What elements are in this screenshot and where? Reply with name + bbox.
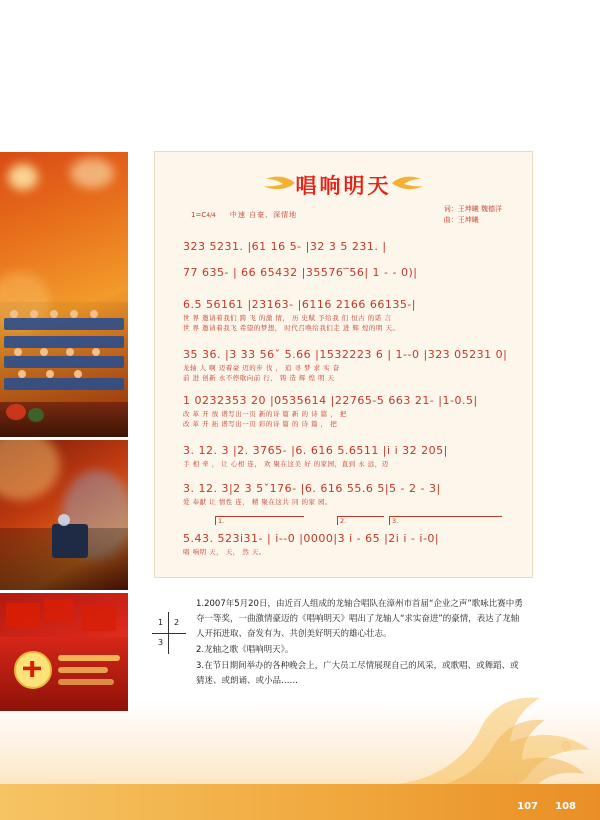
caption-notes <box>196 597 526 690</box>
score-notes: 1 0232353 20 |0535614 |22765-5 663 21- |1-0.5| <box>183 394 478 407</box>
ending-1: 1. <box>215 516 304 525</box>
score-lyrics-alt: 前 进 创新 永不停歇向前 行， 铸 造 辉 煌 明 天 <box>183 374 335 382</box>
score-lyrics: 手 相 牵 ， 让 心相 连， 欢 聚在这美 好 的家园，直到 永 远，迈 <box>183 460 389 468</box>
note-mark-3: 3 <box>158 638 164 647</box>
corner-ornament-icon <box>370 690 600 790</box>
song-score-card <box>155 152 532 577</box>
score-notes: 6.5 56161 |23163- |6116 2166 66135-| <box>183 298 416 311</box>
score-line-4 <box>183 348 508 382</box>
score-tempo: 中速 自豪、深情地 <box>229 211 298 219</box>
choir-stage-lighting-photo <box>0 440 128 590</box>
score-lyrics: 爱 奉献 让 情性 连， 精 聚在这共 同 的家 园。 <box>183 498 333 506</box>
score-notes: 5.43. 523i31- | i--0 |0000|3 i - 65 |2i i - i-0| <box>183 532 440 545</box>
note-mark-1: 1 <box>158 618 164 627</box>
score-lyrics: 龙轴 人 啊 迈着豪 迈的步 伐 ， 追 寻 梦 求 实 奋 <box>183 364 340 372</box>
party-emblem-flags-photo <box>0 593 128 711</box>
page-number-left: 107 <box>517 801 538 812</box>
page-footer-bar <box>0 784 600 820</box>
score-notes: 323 5231. |61 16 5- |32 3 5 231. | <box>183 240 387 253</box>
lyricist: 词：王坤曦 魏德洋 <box>443 205 502 213</box>
choir-performance-photo <box>0 152 128 437</box>
score-line-7 <box>183 482 505 506</box>
score-line-1 <box>183 240 505 253</box>
song-title: 唱响明天 <box>295 174 392 198</box>
ending-2: 2. <box>337 516 384 525</box>
score-notes: 3. 12. 3 |2. 3765- |6. 616 5.6511 |i i 32 205| <box>183 444 448 457</box>
score-line-8 <box>183 532 505 556</box>
note-item-1: 1.2007年5月20日，由近百人组成的龙轴合唱队在漳州市首届“企业之声”歌咏比赛中勇夺一等奖，一曲激情豪迈的《唱响明天》唱出了龙轴人“求实奋进”的豪情，表达了龙轴人开拓进取、奋发有为、共创美好明天的雄心壮志。 <box>196 599 523 639</box>
photo-column <box>0 152 128 682</box>
score-line-6 <box>183 444 505 468</box>
score-notes: 35 36. |3 33 56ˇ 5.66 |1532223 6 | 1--0 |323 05231 0| <box>183 348 508 361</box>
composer: 曲：王坤曦 <box>443 216 479 224</box>
note-mark-2: 2 <box>174 618 180 627</box>
score-lyrics: 世 界 邀请着我们 跨 飞 的激 情， 历 史赋 予给我 们 恒古 的诺 言 <box>183 314 392 322</box>
score-key: 1=C <box>191 211 207 219</box>
party-emblem-icon <box>14 651 52 689</box>
score-endings <box>183 516 505 526</box>
score-meter: 4/4 <box>206 212 216 219</box>
score-lyrics: 唱 响明 天， 天， 然 天。 <box>183 548 266 556</box>
score-notes: 77 635- | 66 65432 |35576‾56| 1 - - 0)| <box>183 266 418 279</box>
score-lyrics-alt: 世 界 邀请着我飞 希望的梦想， 时代召唤给我们走 进 辉 煌的明 天。 <box>183 324 400 332</box>
score-lyrics-alt: 改 革 开 拓 谱写出一页 彩的诗 篇 的 诗 篇 ， 把 <box>183 420 338 428</box>
note-index-marks <box>152 612 186 654</box>
score-meta-left <box>191 210 297 220</box>
score-notes: 3. 12. 3|2 3 5ˇ176- |6. 616 55.6 5|5 - 2 - 3| <box>183 482 441 495</box>
note-item-2: 2.龙轴之歌《唱响明天》。 <box>196 645 294 655</box>
score-line-5 <box>183 394 505 428</box>
page-number-right: 108 <box>555 801 576 812</box>
page-top-band <box>0 0 600 150</box>
note-item-3: 3.在节日期间举办的各种晚会上，广大员工尽情展现自己的风采，或歌唱、或舞蹈、或猜迷、或朗诵、或小品…… <box>196 661 519 686</box>
score-line-2 <box>183 266 505 279</box>
ending-3: 3. <box>389 516 502 525</box>
score-lyrics: 改 革 开 放 谱写出一页 新的诗 篇 新 的 诗 篇 ， 把 <box>183 410 347 418</box>
score-line-3 <box>183 298 505 332</box>
score-meta-right <box>444 204 502 226</box>
